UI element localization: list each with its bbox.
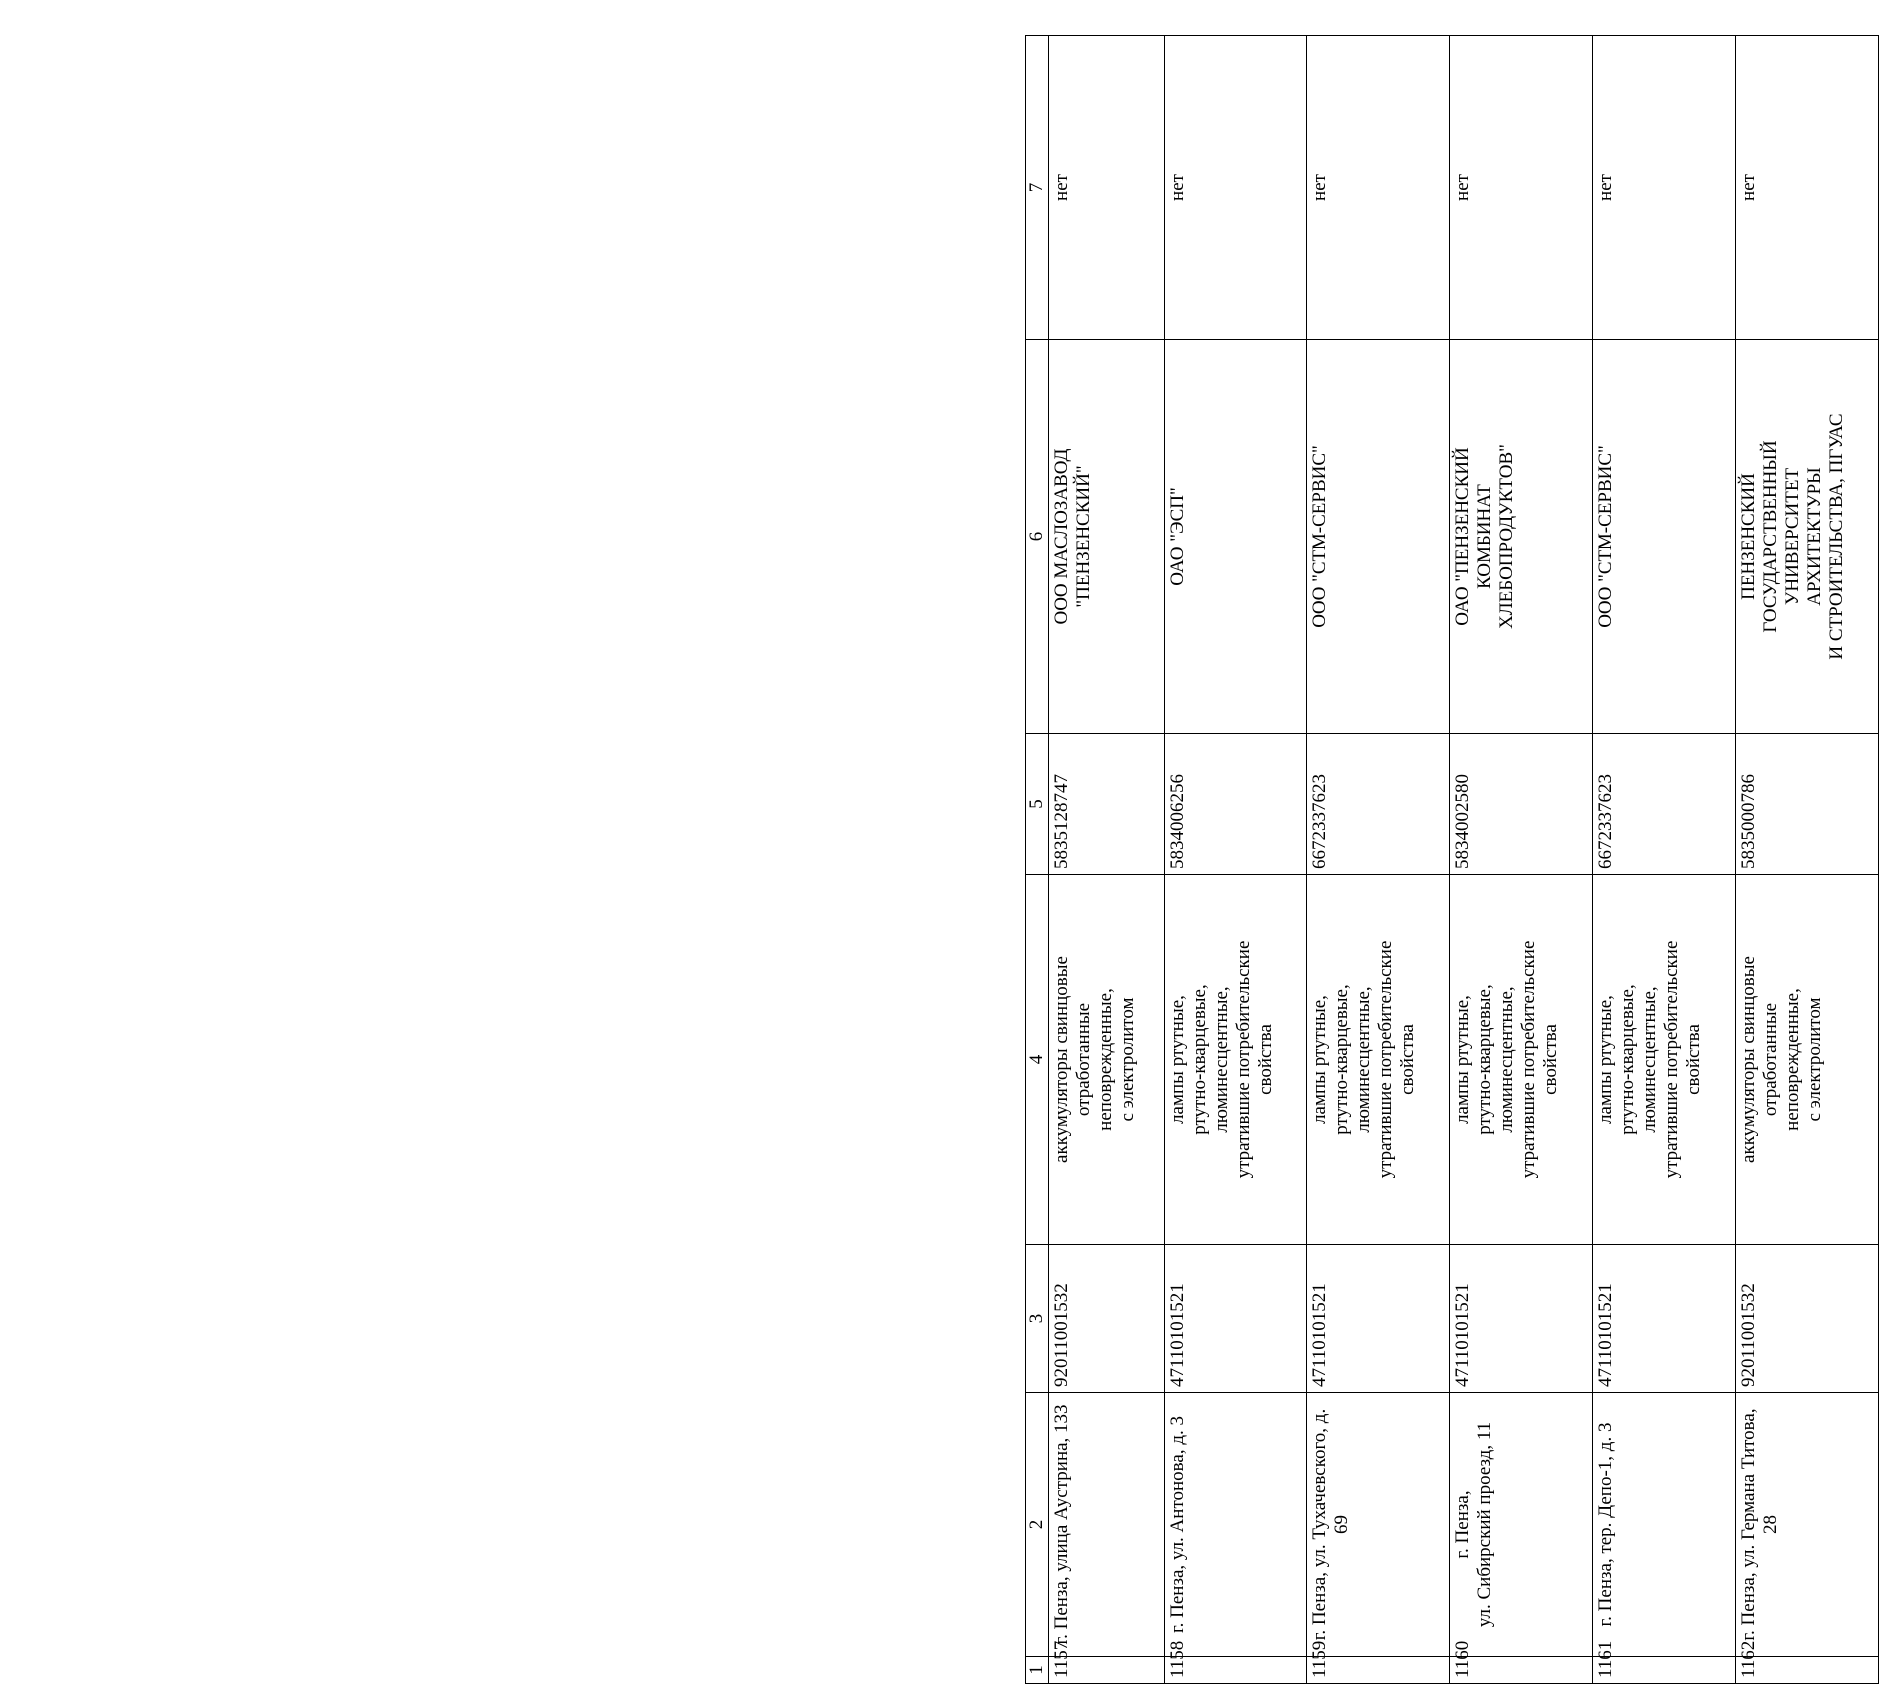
column-header: 2 (1026, 1393, 1049, 1657)
address-cell: г. Пенза, улица Аустрина, 133 (1049, 1393, 1165, 1657)
address-cell: г. Пенза, ул. Сибирский проезд, 11 (1450, 1393, 1593, 1657)
row-number: 1160 (1450, 1657, 1593, 1684)
row-number: 1159 (1307, 1657, 1450, 1684)
flag-cell: нет (1593, 36, 1736, 340)
waste-name-cell: лампы ртутные, ртутно-кварцевые, люминесцентные, утратившие потребительские свойства (1450, 875, 1593, 1245)
organization-cell: ООО МАСЛОЗАВОД "ПЕНЗЕНСКИЙ" (1049, 340, 1165, 734)
column-header: 1 (1026, 1657, 1049, 1684)
row-number: 1158 (1164, 1657, 1307, 1684)
organization-cell: ООО "СТМ-СЕРВИС" (1307, 340, 1450, 734)
row-number: 1162 (1736, 1657, 1879, 1684)
column-header: 6 (1026, 340, 1049, 734)
flag-cell: нет (1049, 36, 1165, 340)
waste-code-cell: 47110101521 (1164, 1245, 1307, 1393)
organization-cell: ПЕНЗЕНСКИЙ ГОСУДАРСТВЕННЫЙ УНИВЕРСИТЕТ АРХИТЕКТУРЫ И СТРОИТЕЛЬСТВА, ПГУАС (1736, 340, 1879, 734)
inn-cell: 5834002580 (1450, 734, 1593, 875)
waste-code-cell: 47110101521 (1450, 1245, 1593, 1393)
flag-cell: нет (1307, 36, 1450, 340)
table-row (1593, 36, 1736, 1684)
address-cell: г. Пенза, тер. Депо-1, д. 3 (1593, 1393, 1736, 1657)
address-cell: г. Пенза, ул. Германа Титова, 28 (1736, 1393, 1879, 1657)
waste-registry-table (1025, 35, 1879, 1684)
organization-cell: ОАО "ЭСП" (1164, 340, 1307, 734)
flag-cell: нет (1164, 36, 1307, 340)
flag-cell: нет (1450, 36, 1593, 340)
inn-cell: 5834006256 (1164, 734, 1307, 875)
waste-name-cell: лампы ртутные, ртутно-кварцевые, люминесцентные, утратившие потребительские свойства (1307, 875, 1450, 1245)
waste-code-cell: 92011001532 (1049, 1245, 1165, 1393)
waste-name-cell: аккумуляторы свинцовые отработанные неповрежденные, с электролитом (1049, 875, 1165, 1245)
waste-name-cell: лампы ртутные, ртутно-кварцевые, люминесцентные, утратившие потребительские свойства (1593, 875, 1736, 1245)
waste-code-cell: 47110101521 (1307, 1245, 1450, 1393)
table-row (1049, 36, 1165, 1684)
table-row (1450, 36, 1593, 1684)
flag-cell: нет (1736, 36, 1879, 340)
waste-name-cell: лампы ртутные, ртутно-кварцевые, люминесцентные, утратившие потребительские свойства (1164, 875, 1307, 1245)
column-header: 7 (1026, 36, 1049, 340)
inn-cell: 5835000786 (1736, 734, 1879, 875)
table-row (1307, 36, 1450, 1684)
address-cell: г. Пенза, ул. Тухачевского, д. 69 (1307, 1393, 1450, 1657)
column-header: 4 (1026, 875, 1049, 1245)
organization-cell: ООО "СТМ-СЕРВИС" (1593, 340, 1736, 734)
row-number: 1157 (1049, 1657, 1165, 1684)
organization-cell: ОАО "ПЕНЗЕНСКИЙ КОМБИНАТ ХЛЕБОПРОДУКТОВ" (1450, 340, 1593, 734)
header-row (1026, 36, 1049, 1684)
rotated-table-container (1025, 36, 1879, 1684)
table-row (1164, 36, 1307, 1684)
row-number: 1161 (1593, 1657, 1736, 1684)
waste-code-cell: 47110101521 (1593, 1245, 1736, 1393)
table-row (1736, 36, 1879, 1684)
waste-name-cell: аккумуляторы свинцовые отработанные неповрежденные, с электролитом (1736, 875, 1879, 1245)
address-cell: г. Пенза, ул. Антонова, д. 3 (1164, 1393, 1307, 1657)
inn-cell: 6672337623 (1307, 734, 1450, 875)
column-header: 3 (1026, 1245, 1049, 1393)
inn-cell: 5835128747 (1049, 734, 1165, 875)
inn-cell: 6672337623 (1593, 734, 1736, 875)
column-header: 5 (1026, 734, 1049, 875)
waste-code-cell: 92011001532 (1736, 1245, 1879, 1393)
